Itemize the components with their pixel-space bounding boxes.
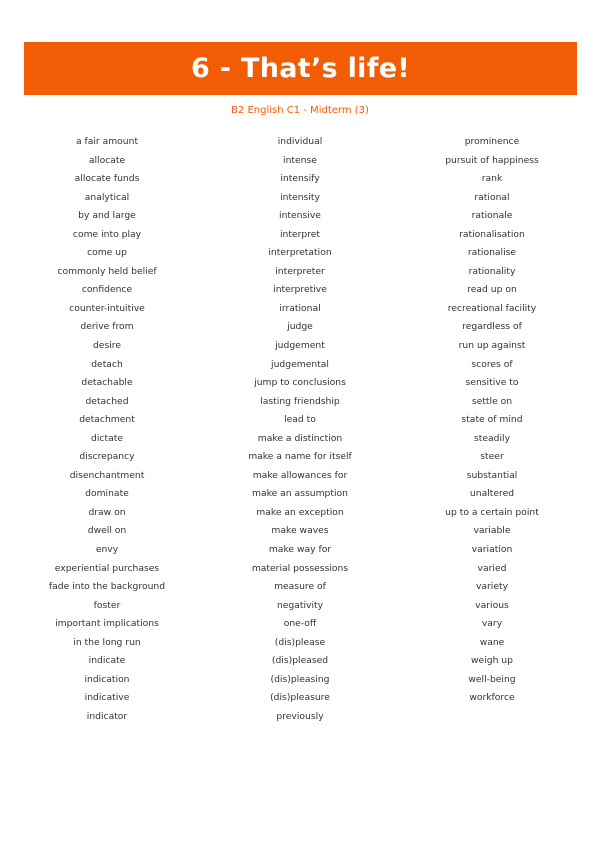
vocabulary-item: rationality [468,265,516,277]
vocabulary-item: make waves [271,525,329,537]
vocabulary-item: regardless of [462,321,522,333]
vocabulary-item: substantial [466,469,518,481]
word-column-3 [397,133,587,708]
vocabulary-item: discrepancy [79,451,135,463]
vocabulary-item: make allowances for [252,469,348,481]
vocabulary-item: interpret [279,228,321,240]
vocabulary-item: variable [473,525,511,537]
vocabulary-item: previously [276,710,324,722]
vocabulary-item: prominence [464,136,520,147]
vocabulary-item: workforce [469,692,515,704]
vocabulary-item: unaltered [469,488,515,500]
vocabulary-item: make a name for itself [248,451,352,463]
vocabulary-item: intensive [279,210,321,222]
vocabulary-item: (dis)pleased [271,655,329,667]
vocabulary-item: irrational [279,302,321,314]
vocabulary-item: allocate funds [74,173,140,185]
vocabulary-item: (dis)please [274,636,326,648]
vocabulary-item: steer [480,451,504,463]
vocabulary-item: counter-intuitive [69,302,145,314]
vocabulary-item: judgement [275,340,325,352]
vocabulary-item: detached [85,395,129,407]
vocabulary-item: indicative [84,692,130,704]
vocabulary-item: measure of [274,581,326,593]
vocabulary-item: indication [84,673,130,685]
page-title: 6 - That’s life! [191,53,410,84]
vocabulary-item: commonly held belief [57,265,157,277]
vocabulary-item: rationale [471,210,513,222]
vocabulary-item: rank [481,173,503,185]
vocabulary-item: make an assumption [252,488,348,500]
vocabulary-item: draw on [88,506,126,518]
vocabulary-item: interpreter [275,265,325,277]
vocabulary-item: in the long run [73,636,141,648]
vocabulary-item: lead to [284,414,316,426]
vocabulary-item: negativity [276,599,324,611]
vocabulary-item: detachable [81,377,133,389]
vocabulary-item: allocate [88,154,126,166]
vocabulary-item: desire [92,340,122,352]
vocabulary-item: jump to conclusions [254,377,346,389]
vocabulary-item: varied [477,562,507,574]
vocabulary-item: pursuit of happiness [445,154,539,166]
vocabulary-item: individual [277,136,323,147]
vocabulary-item: intensify [280,173,320,185]
vocabulary-item: judgemental [271,358,329,370]
vocabulary-item: important implications [55,618,159,630]
vocabulary-item: analytical [84,191,130,203]
vocabulary-item: experiential purchases [54,562,160,574]
vocabulary-item: dwell on [87,525,127,537]
vocabulary-item: interpretation [268,247,332,259]
vocabulary-item: weigh up [471,655,513,667]
vocabulary-item: a fair amount [75,136,139,147]
vocabulary-item: sensitive to [465,377,519,389]
vocabulary-item: judge [287,321,313,333]
vocabulary-item: up to a certain point [445,506,539,518]
vocabulary-item: come up [87,247,127,259]
vocabulary-item: material possessions [251,562,349,574]
vocabulary-item: steadily [473,432,511,444]
vocabulary-item: settle on [471,395,513,407]
vocabulary-item: disenchantment [69,469,145,481]
vocabulary-item: detachment [79,414,135,426]
vocabulary-item: lasting friendship [260,395,340,407]
vocabulary-item: indicator [86,710,128,722]
vocabulary-item: rationalisation [459,228,525,240]
page-subtitle: B2 English C1 - Midterm (3) [231,105,369,116]
vocabulary-item: make an exception [256,506,344,518]
vocabulary-item: indicate [88,655,126,667]
vocabulary-item: fade into the background [48,581,166,593]
vocabulary-item: make way for [268,544,332,556]
vocabulary-item: recreational facility [447,302,537,314]
vocabulary-item: confidence [81,284,133,296]
vocabulary-item: well-being [468,673,516,685]
vocabulary-item: foster [93,599,121,611]
vocabulary-item: interpretive [273,284,327,296]
vocabulary-item: various [475,599,509,611]
vocabulary-item: dominate [85,488,129,500]
vocabulary-item: (dis)pleasing [270,673,330,685]
vocabulary-item: make a distinction [257,432,343,444]
vocabulary-item: detach [91,358,123,370]
vocabulary-item: envy [95,544,119,556]
vocabulary-item: run up against [458,340,526,352]
vocabulary-item: intensity [280,191,320,203]
vocabulary-item: (dis)pleasure [270,692,330,704]
vocabulary-item: rationalise [467,247,517,259]
vocabulary-item: scores of [471,358,513,370]
vocabulary-item: one-off [283,618,317,630]
vocabulary-item: vary [481,618,503,630]
vocabulary-item: intense [283,154,317,166]
vocabulary-item: derive from [80,321,134,333]
vocabulary-item: variety [475,581,509,593]
vocabulary-item: wane [479,636,505,648]
title-banner [24,42,577,95]
vocabulary-item: state of mind [461,414,523,426]
vocabulary-item: rational [474,191,510,203]
vocabulary-item: read up on [467,284,517,296]
vocabulary-item: variation [471,544,513,556]
vocabulary-item: by and large [78,210,136,222]
vocabulary-item: come into play [72,228,142,240]
word-column-1 [12,133,202,727]
word-column-2 [205,133,395,727]
vocabulary-item: dictate [91,432,123,444]
